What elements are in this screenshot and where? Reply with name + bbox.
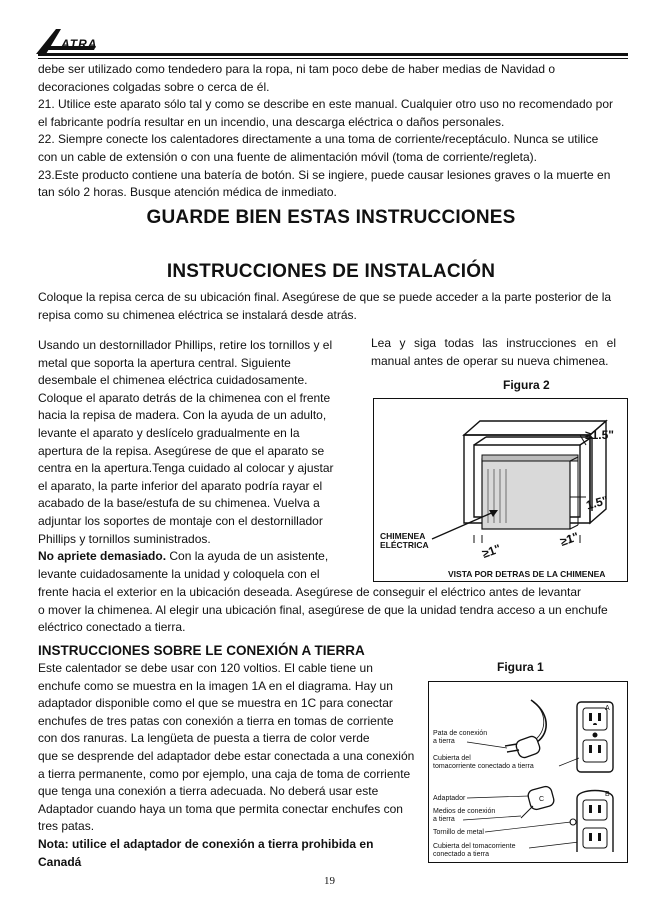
right-column bbox=[371, 335, 616, 370]
header bbox=[0, 0, 662, 60]
intro-line: con un cable de extensión o con una fuente de alimentación móvil (toma de corriente/regleta). bbox=[38, 149, 537, 164]
dim-side: 1.5" bbox=[584, 493, 610, 513]
left-line: metal que soporta la apertura central. Siguiente bbox=[38, 355, 291, 370]
continuation-text bbox=[38, 584, 632, 637]
figure1-drawing bbox=[429, 682, 629, 864]
left-line: Phillips y tornillos suministrados. bbox=[38, 531, 211, 546]
left-line-with-bold bbox=[38, 548, 346, 566]
label-pata-2: a tierra bbox=[433, 738, 455, 745]
label-pata-1: Pata de conexión bbox=[433, 730, 488, 737]
intro-line: decoraciones colgadas sobre o cerca de él. bbox=[38, 79, 270, 94]
intro-line: 23.Este producto contiene una batería de botón. Si se ingiere, puede causar lesiones graves o la muerte en bbox=[38, 167, 611, 182]
ground-line: con dos ranuras. La lengüeta de puesta a tierra de color verde bbox=[38, 731, 370, 746]
label-chimenea: CHIMENEA bbox=[380, 531, 426, 541]
figure1-title: Figura 1 bbox=[497, 660, 544, 674]
label-adaptador: Adaptador bbox=[433, 795, 466, 802]
heading-installation: INSTRUCCIONES DE INSTALACIÓN bbox=[166, 261, 496, 282]
label-medios-2: a tierra bbox=[433, 816, 455, 823]
label-cubierta-tomacorriente-2: conectado a tierra bbox=[433, 851, 490, 858]
letter-a: A bbox=[605, 705, 610, 712]
label-medios-1: Medios de conexión bbox=[433, 808, 496, 815]
continuation-line: o mover la chimenea. Al elegir una ubicación final, asegúrese de que la unidad tendra acceso a un enchufe bbox=[38, 602, 608, 617]
ground-line: que tenga una conexión a tierra adecuada. No deberá usar este bbox=[38, 784, 379, 799]
figure2-caption: VISTA POR DETRAS DE LA CHIMENEA bbox=[448, 569, 606, 579]
page-number: 19 bbox=[324, 875, 335, 887]
left-line: hacia la repisa de madera. Con la ayuda de un adulto, bbox=[38, 408, 327, 423]
left-line: Usando un destornillador Phillips, retire los tornillos y el bbox=[38, 338, 333, 352]
dim-top: ≥1.5" bbox=[585, 428, 614, 442]
warning-bold: No apriete demasiado. bbox=[38, 549, 167, 564]
intro-line: debe ser utilizado como tendedero para la ropa, ni tam poco debe de haber medias de Navidad o bbox=[38, 62, 556, 76]
left-line: adjuntar los soportes de montaje con el destornillador bbox=[38, 513, 323, 528]
grounding-text bbox=[38, 660, 415, 871]
intro-line: tan sólo 2 horas. Busque atención médica de inmediato. bbox=[38, 185, 337, 200]
header-rule-thin bbox=[38, 58, 628, 59]
left-line-tail: Con la ayuda de un asistente, bbox=[166, 549, 329, 564]
figure1 bbox=[428, 681, 628, 863]
left-line: levante cuidadosamente la unidad y coloquela con el bbox=[38, 566, 320, 581]
label-tornillo: Tornillo de metal bbox=[433, 829, 484, 836]
right-line: manual antes de operar su nueva chimenea. bbox=[371, 353, 609, 368]
left-line: levante el aparato y deslícelo gradualmente en la bbox=[38, 425, 300, 440]
ground-line: adaptador disponible como el que se muestra en 1C para conectar bbox=[38, 696, 393, 711]
ground-line: enchufe como se muestra en la imagen 1A en el diagrama. Hay un bbox=[38, 678, 393, 693]
ground-note-line: Nota: utilice el adaptador de conexión a tierra prohibida en bbox=[38, 836, 374, 851]
dim-bottom-right: ≥1" bbox=[558, 529, 581, 549]
left-line: desembale el chimenea eléctrica cuidadosamente. bbox=[38, 373, 308, 388]
atra-logo bbox=[34, 26, 124, 56]
right-line: Lea y siga todas las instrucciones en el bbox=[371, 336, 616, 350]
letter-b: B bbox=[605, 791, 610, 798]
left-line: acabado de la base/estufa de su chimenea. Vuelva a bbox=[38, 496, 320, 511]
install-intro-line: Coloque la repisa cerca de su ubicación final. Asegúrese de que se puede acceder a la parte posterior de la bbox=[38, 290, 612, 304]
ground-line: tres patas. bbox=[38, 819, 95, 834]
continuation-line: eléctrico conectado a tierra. bbox=[38, 620, 186, 635]
ground-line: que se desprende del adaptador debe estar conectada a una conexión bbox=[38, 748, 415, 763]
left-line: Coloque el aparato detrás de la chimenea con el frente bbox=[38, 390, 331, 405]
label-cubierta-2: tomacorriente conectado a tierra bbox=[433, 763, 534, 770]
header-rule bbox=[38, 53, 628, 56]
left-line: centra en la apertura.Tenga cuidado al colocar y ajustar bbox=[38, 461, 334, 476]
ground-line: Este calentador se debe usar con 120 voltios. El cable tiene un bbox=[38, 661, 373, 675]
label-cubierta-tomacorriente-1: Cubierta del tomacorriente bbox=[433, 843, 516, 850]
figure2-drawing bbox=[374, 399, 629, 583]
ground-note-line: Canadá bbox=[38, 854, 82, 869]
left-line: apertura de la repisa. Asegúrese de que el aparato se bbox=[38, 443, 325, 458]
intro-line: 22. Siempre conecte los calentadores directamente a una toma de corriente/receptáculo. Nunca se utilice bbox=[38, 132, 599, 147]
install-intro bbox=[38, 289, 632, 324]
figure2-title: Figura 2 bbox=[503, 378, 550, 392]
left-column bbox=[38, 337, 346, 583]
install-intro-line: repisa como su chimenea eléctrica se instalará desde atrás. bbox=[38, 307, 357, 322]
ground-line: Adaptador cuando haya un toma que permita conectar enchufes con bbox=[38, 801, 403, 816]
continuation-line: frente hacia el exterior en la ubicación deseada. Asegúrese de conseguir el eléctrico antes de levantar bbox=[38, 585, 582, 599]
letter-c: C bbox=[539, 796, 545, 803]
heading-grounding: INSTRUCCIONES SOBRE LE CONEXIÓN A TIERRA bbox=[38, 643, 365, 658]
label-electrica: ELÉCTRICA bbox=[380, 540, 429, 550]
label-cubierta-1: Cubierta del bbox=[433, 755, 471, 762]
intro-line: el fabricante podría resultar en un incendio, una descarga eléctrica o daños personales. bbox=[38, 114, 505, 129]
intro-text bbox=[38, 61, 632, 202]
figure2 bbox=[373, 398, 628, 582]
intro-line: 21. Utilice este aparato sólo tal y como se describe en este manual. Cualquier otro uso no recomendado por bbox=[38, 97, 613, 112]
heading-keep-instructions: GUARDE BIEN ESTAS INSTRUCCIONES bbox=[146, 207, 516, 228]
ground-line: a tierra permanente, como por ejemplo, una caja de toma de corriente bbox=[38, 766, 411, 781]
logo-text: ATRA bbox=[61, 37, 98, 51]
left-line: el aparato, la parte inferior del aparato podría rayar el bbox=[38, 478, 323, 493]
ground-line: enchufes de tres patas con conexión a tierra en tomas de corriente bbox=[38, 713, 394, 728]
dim-bottom-left: ≥1" bbox=[480, 541, 503, 561]
